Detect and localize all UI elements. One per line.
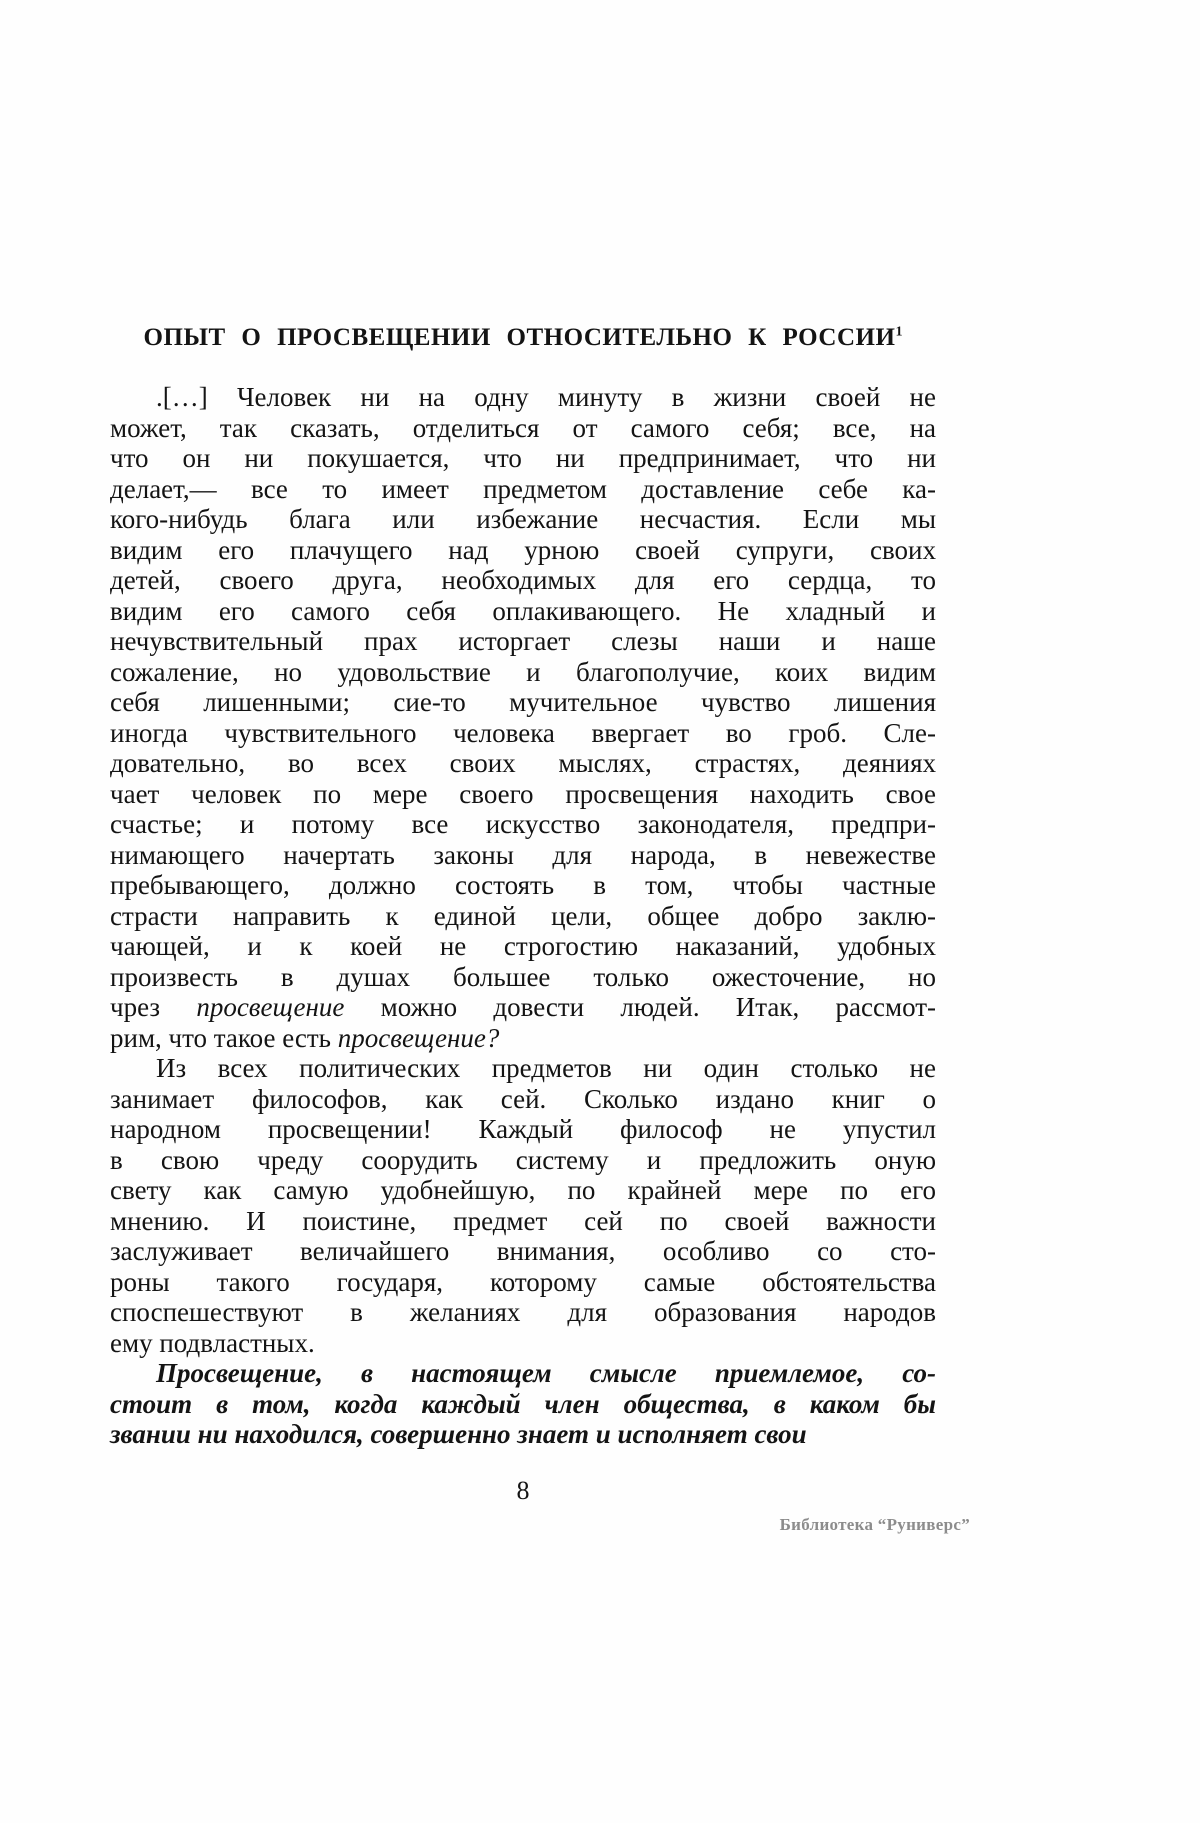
text-line: иногда чувствительного человека ввергает во гроб. Сле- xyxy=(110,717,936,748)
text-segment: можно довести людей. Итак, рассмот- xyxy=(344,992,936,1022)
footnote-reference: 1 xyxy=(895,324,903,340)
text-line: пребывающего, должно состоять в том, чтобы частные xyxy=(110,870,936,900)
paragraph xyxy=(110,1358,936,1450)
text-line: сожаление, но удовольствие и благополучие, коих видим xyxy=(110,656,936,687)
chapter-title xyxy=(110,324,936,352)
text-line: может, так сказать, отделиться от самого себя; все, на xyxy=(110,412,936,443)
text-line: делает,— все то имеет предметом доставление себе ка- xyxy=(110,473,936,504)
text-segment: чрез xyxy=(110,992,197,1022)
page-number: 8 xyxy=(516,1476,530,1505)
text-line: свету как самую удобнейшую, по крайней мере по его xyxy=(110,1175,936,1205)
text-line: довательно, во всех своих мыслях, страстях, деяниях xyxy=(110,748,936,778)
text-line: стоит в том, когда каждый член общества, в каком бы xyxy=(110,1388,936,1419)
text-line: Из всех политических предметов ни один столько не xyxy=(156,1053,936,1083)
text-line: .[…] Человек ни на одну минуту в жизни своей не xyxy=(156,382,936,412)
text-line: видим его плачущего над урною своей супруги, своих xyxy=(110,534,936,565)
text-line: Просвещение, в настоящем смысле приемлемое, со- xyxy=(156,1358,936,1388)
text-line xyxy=(110,1023,936,1054)
text-line: в свою чреду соорудить систему и предложить оную xyxy=(110,1144,936,1175)
text-line: детей, своего друга, необходимых для его сердца, то xyxy=(110,565,936,595)
text-line: народном просвещении! Каждый философ не упустил xyxy=(110,1114,936,1144)
text-line xyxy=(110,992,936,1023)
text-line: чает человек по мере своего просвещения находить свое xyxy=(110,778,936,809)
body-text xyxy=(110,382,936,1450)
text-line: что он ни покушается, что ни предпринимает, что ни xyxy=(110,443,936,473)
text-line: видим его самого себя оплакивающего. Не хладный и xyxy=(110,595,936,626)
chapter-title-text: ОПЫТ О ПРОСВЕЩЕНИИ ОТНОСИТЕЛЬНО К РОССИИ xyxy=(143,324,896,351)
text-line: кого-нибудь блага или избежание несчастия. Если мы xyxy=(110,504,936,534)
text-line: заслуживает величайшего внимания, особливо со сто- xyxy=(110,1236,936,1266)
text-line: мнению. И поистине, предмет сей по своей важности xyxy=(110,1205,936,1236)
library-watermark: Библиотека “Руниверс” xyxy=(779,1515,970,1534)
emphasized-text: просвещение xyxy=(196,992,345,1022)
text-line: себя лишенными; сие-то мучительное чувство лишения xyxy=(110,687,936,717)
emphasized-text: просвещение? xyxy=(337,1022,500,1053)
text-line: чающей, и к коей не строгостию наказаний, удобных xyxy=(110,931,936,961)
text-line: счастье; и потому все искусство законодателя, предпри- xyxy=(110,809,936,839)
text-line: звании ни находился, совершенно знает и исполняет свои xyxy=(110,1419,807,1449)
text-line: страсти направить к единой цели, общее добро заклю- xyxy=(110,900,936,931)
paragraph xyxy=(110,1053,936,1358)
text-line: споспешествуют в желаниях для образования народов xyxy=(110,1297,936,1327)
text-line: нимающего начертать законы для народа, в невежестве xyxy=(110,839,936,870)
text-line: произвесть в душах большее только ожесточение, но xyxy=(110,961,936,992)
text-line: ему подвластных. xyxy=(110,1327,315,1358)
paragraph xyxy=(110,382,936,1053)
text-line: нечувствительный прах исторгает слезы наши и наше xyxy=(110,626,936,656)
text-segment: рим, что такое есть xyxy=(110,1022,338,1053)
text-line: занимает философов, как сей. Сколько издано книг о xyxy=(110,1083,936,1114)
text-line: роны такого государя, которому самые обстоятельства xyxy=(110,1266,936,1297)
